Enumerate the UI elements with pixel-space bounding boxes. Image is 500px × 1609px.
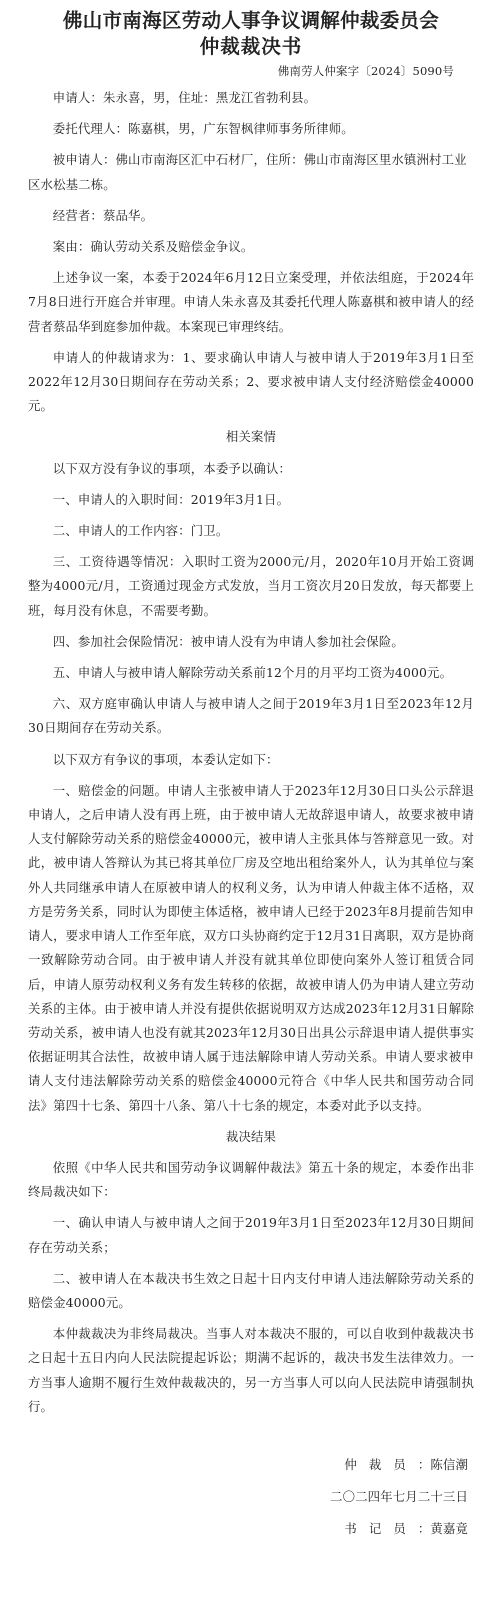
- undisputed-item: 六、双方庭审确认申请人与被申请人之间于2019年3月1日至2023年12月30日期间存在劳动关系。: [28, 696, 474, 736]
- undisputed-item: 四、参加社会保险情况：被申请人没有为申请人参加社会保险。: [52, 633, 404, 649]
- party-operator: 经营者：蔡品华。: [52, 207, 154, 223]
- ruling-item: 二、被申请人在本裁决书生效之日起十日内支付申请人违法解除劳动关系的赔偿金40000元。: [28, 1270, 474, 1310]
- party-applicant: 申请人：朱永喜，男，住址：黑龙江省勃利县。: [52, 90, 317, 105]
- signature-block: [28, 1453, 474, 1542]
- arbitrator-role: 仲裁员：: [344, 1456, 431, 1472]
- document-title-line1: 佛山市南海区劳动人事争议调解仲裁委员会: [62, 9, 440, 32]
- clerk-line: [28, 1517, 468, 1541]
- ruling-intro: 依照《中华人民共和国劳动争议调解仲裁法》第五十条的规定，本委作出非终局裁决如下：: [28, 1159, 474, 1200]
- undisputed-item: 二、申请人的工作内容：门卫。: [52, 523, 229, 539]
- clerk-role: 书记员：: [344, 1521, 431, 1537]
- undisputed-intro: 以下双方没有争议的事项，本委予以确认：: [52, 460, 292, 476]
- intro-paragraph: 上述争议一案，本委于2024年6月12日立案受理，并依法组庭，于2024年7月8日进行开庭合并审理。申请人朱永喜及其委托代理人陈嘉棋和被申请人的经营者蔡品华到庭参加仲裁。本案现已审理终结。: [28, 270, 474, 334]
- undisputed-item: 五、申请人与被申请人解除劳动关系前12个月的月平均工资为4000元。: [52, 665, 453, 681]
- parties-section: [28, 86, 474, 259]
- undisputed-item: 一、申请人的入职时间：2019年3月1日。: [52, 491, 290, 507]
- case-cause: 案由：确认劳动关系及赔偿金争议。: [52, 239, 254, 255]
- party-respondent: 被申请人：佛山市南海区汇中石材厂，住所：佛山市南海区里水镇洲村工业区水松基二栋。: [28, 152, 467, 192]
- section-heading-ruling: 裁决结果: [225, 1128, 277, 1144]
- party-agent: 委托代理人：陈嘉棋，男，广东智枫律师事务所律师。: [52, 121, 354, 137]
- disputed-intro: 以下双方有争议的事项，本委认定如下：: [52, 751, 279, 767]
- arbitrator-line: [28, 1453, 468, 1477]
- clerk-name: 黄嘉竟: [430, 1521, 468, 1537]
- section-heading-facts: 相关案情: [225, 429, 277, 445]
- document-title-line2: 仲裁裁决书: [199, 35, 303, 58]
- claims-paragraph: 申请人的仲裁请求为：1、要求确认申请人与被申请人于2019年3月1日至2022年12月30日期间存在劳动关系；2、要求被申请人支付经济赔偿金40000元。: [28, 349, 474, 414]
- case-number: 佛南劳人仲案字〔2024〕5090号: [277, 64, 454, 78]
- ruling-notice: 本仲裁裁决为非终局裁决。当事人对本裁决不服的，可以自收到仲裁裁决书之日起十五日内向人民法院提起诉讼；期满不起诉的，裁决书发生法律效力。一方当事人逾期不履行生效仲裁裁决的，另一方当事人可以向人民法院申请强制执行。: [28, 1326, 474, 1414]
- disputed-body: 一、赔偿金的问题。申请人主张被申请人于2023年12月30日口头公示辞退申请人，之后申请人没有再上班，由于被申请人无故辞退申请人，故要求被申请人支付解除劳动关系的赔偿金40000元，被申请人主张具体与答辩意见一致。对此，被申请人答辩认为其已将其单位厂房及空地出租给案外人，认为其单位与案外人共同继承申请人在原被申请人的权利义务，认为申请人仲裁主体不适格，双方是劳务关系，同时认为即使主体适格，被申请人已经于2023年8月提前告知申请人，要求申请人工作至年底，双方口头协商约定于12月31日离职，双方是协商一致解除劳动合同。由于被申请人并没有就其单位即使向案外人签订租赁合同后，申请人原劳动权利义务有发生转移的依据，故被申请人仍为申请人建立劳动关系的主体。由于被申请人并没有提供依据说明双方达成2023年12月31日解除劳动关系，被申请人也没有就其2023年12月30日出具公示辞退申请人提供事实依据证明其合法性，故被申请人属于违法解除申请人劳动关系。申请人要求被申请人支付违法解除劳动关系的赔偿金40000元符合《中华人民共和国劳动合同法》第四十七条、第四十八条、第八十七条的规定，本委对此予以支持。: [28, 782, 474, 1113]
- ruling-item: 一、确认申请人与被申请人之间于2019年3月1日至2023年12月30日期间存在劳动关系；: [28, 1215, 474, 1255]
- arbitrator-name: 陈信潮: [430, 1456, 468, 1472]
- award-date: 二〇二四年七月二十三日: [330, 1489, 468, 1505]
- undisputed-item: 三、工资待遇等情况：入职时工资为2000元/月，2020年10月开始工资调整为4000元/月，工资通过现金方式发放，当月工资次月20日发放，每天都要上班，每月没有休息，不需要考勤。: [28, 554, 474, 618]
